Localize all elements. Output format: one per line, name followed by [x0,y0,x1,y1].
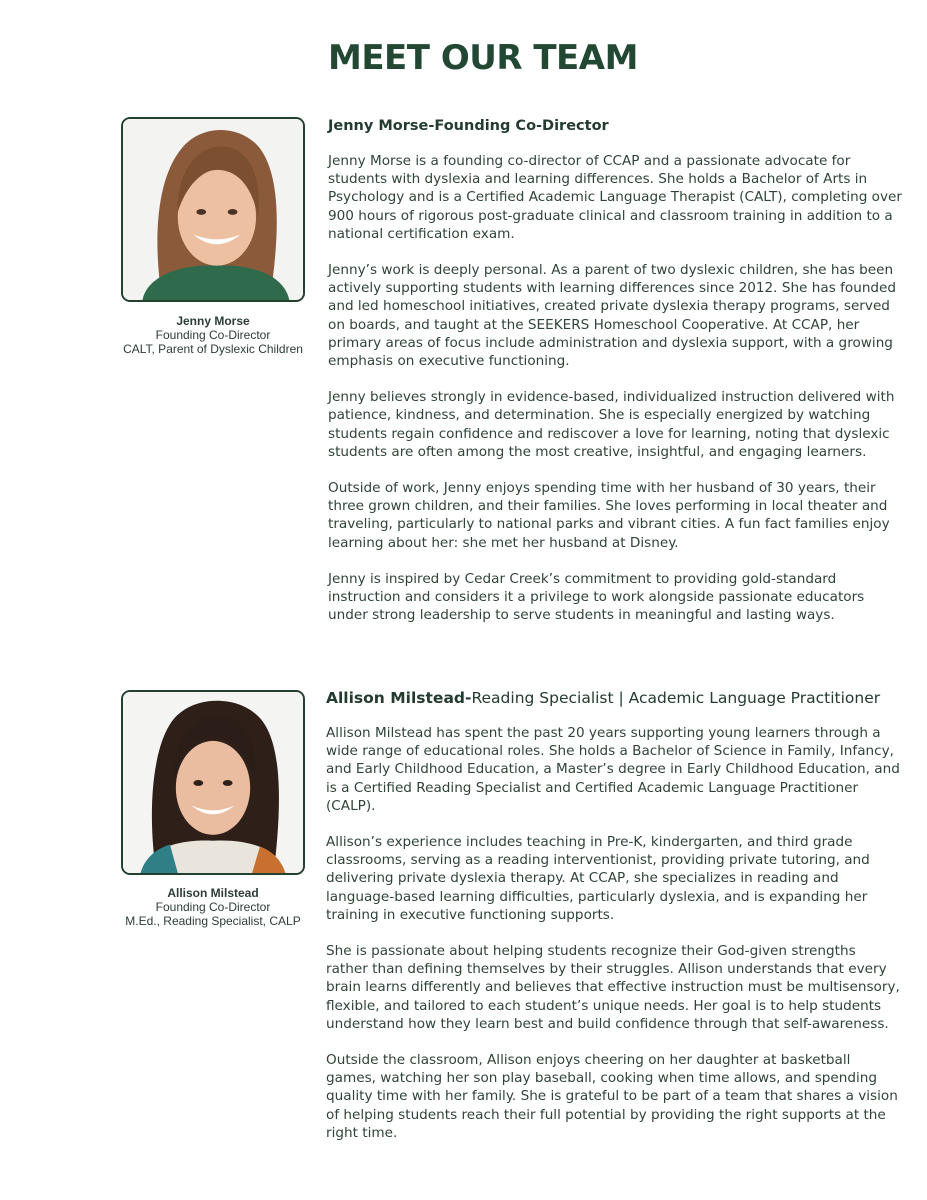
jenny-morse-bio [328,117,902,642]
member-heading [328,117,902,135]
bio-paragraph: Allison Milstead has spent the past 20 years supporting young learners through a wide range of educational roles. She holds a Bachelor of Science in Family, Infancy, and Early Childhood Education, a Master’s degree in Early Childhood Education, and is a Certified Reading Specialist and Certified Academic Language Practitioner (CALP). [326,725,900,814]
allison-milstead-caption [103,886,323,928]
member-heading [326,689,900,707]
caption-name: Jenny Morse [176,314,250,328]
member-heading-role: Reading Specialist | Academic Language Practitioner [471,689,881,707]
jenny-morse-photo [121,117,305,302]
caption-title: Founding Co-Director [155,900,271,914]
bio-paragraph: She is passionate about helping students recognize their God-given strengths rather than defining themselves by their struggles. Allison understands that every brain learns differently and believes that effective instruction must be multisensory, flexible, and tailored to each student’s unique needs. Her goal is to help students understand how they learn best and build confidence through that self-awareness. [326,943,900,1032]
allison-milstead-photo [121,690,305,875]
jenny-morse-caption [103,314,323,356]
member-heading-name: Jenny Morse-Founding Co-Director [328,118,609,134]
allison-milstead-bio [326,689,900,1160]
bio-paragraph: Jenny Morse is a founding co-director of CCAP and a passionate advocate for students with dyslexia and learning differences. She holds a Bachelor of Arts in Psychology and is a Certified Academic Language Therapist (CALT), completing over 900 hours of rigorous post-graduate clinical and classroom training in addition to a national certification exam. [328,153,902,242]
caption-credentials: M.Ed., Reading Specialist, CALP [125,914,301,928]
bio-paragraph: Jenny believes strongly in evidence-based, individualized instruction delivered with patience, kindness, and determination. She is especially energized by watching students regain confidence and rediscover a love for learning, noting that dyslexic students are often among the most creative, insightful, and engaging learners. [328,389,895,460]
member-heading-name: Allison Milstead- [326,689,472,707]
bio-paragraph: Jenny is inspired by Cedar Creek’s commitment to providing gold-standard instruction and considers it a privilege to work alongside passionate educators under strong leadership to serve students in meaningful and lasting ways. [328,570,865,624]
bio-paragraph: Allison’s experience includes teaching in Pre-K, kindergarten, and third grade classrooms, serving as a reading interventionist, providing private tutoring, and delivering private dyslexia therapy. At CCAP, she specializes in reading and language-based learning difficulties, particularly dyslexia, and is expanding her training in executive functioning supports. [326,834,870,923]
page-title: MEET OUR TEAM [328,38,638,78]
caption-credentials: CALT, Parent of Dyslexic Children [123,342,303,356]
bio-paragraph: Outside the classroom, Allison enjoys cheering on her daughter at basketball games, watching her son play baseball, cooking when time allows, and spending quality time with her family. She is grateful to be part of a team that shares a vision of helping students reach their full potential by providing the right supports at the right time. [326,1052,898,1141]
portrait-woman-icon [123,119,303,300]
bio-paragraph: Jenny’s work is deeply personal. As a parent of two dyslexic children, she has been actively supporting students with learning differences since 2012. She has founded and led homeschool initiatives, created private dyslexia therapy programs, served on boards, and taught at the SEEKERS Homeschool Cooperative. At CCAP, her primary areas of focus include administration and dyslexia support, with a growing emphasis on executive functioning. [328,262,897,370]
caption-title: Founding Co-Director [155,328,271,342]
bio-paragraph: Outside of work, Jenny enjoys spending time with her husband of 30 years, their three grown children, and their families. She loves performing in local theater and traveling, particularly to national parks and vibrant cities. A fun fact families enjoy learning about her: she met her husband at Disney. [328,480,890,551]
portrait-woman-icon [123,692,303,873]
caption-name: Allison Milstead [167,886,259,900]
